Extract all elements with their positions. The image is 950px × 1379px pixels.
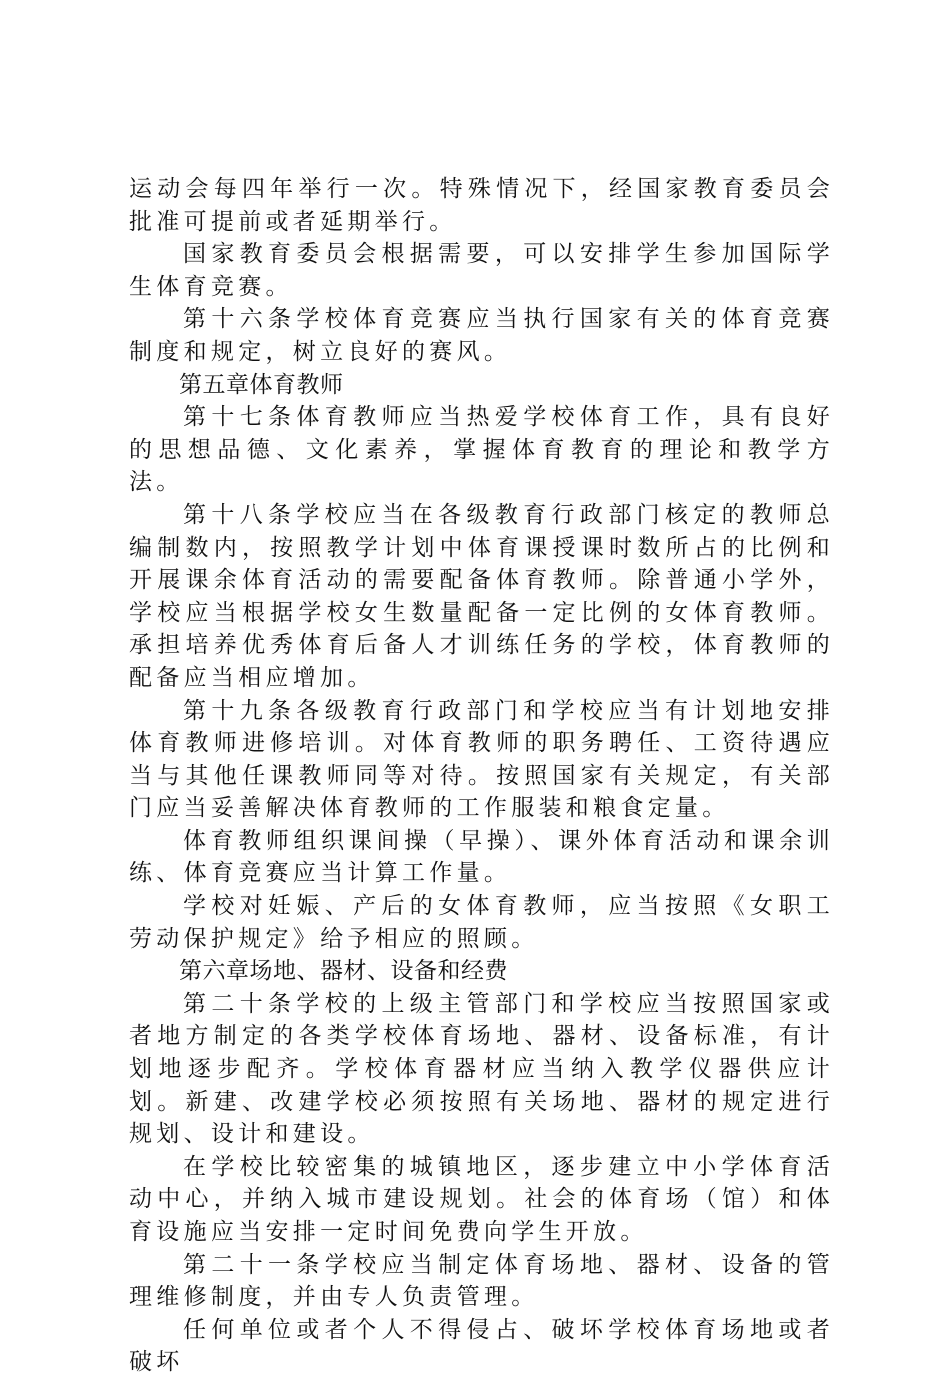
paragraph-article-16: 第十六条学校体育竞赛应当执行国家有关的体育竞赛制度和规定，树立良好的赛风。: [129, 306, 834, 365]
chapter-heading-5: 第五章体育教师: [179, 371, 344, 398]
paragraph-article-18: 第十八条学校应当在各级教育行政部门核定的教师总编制数内，按照教学计划中体育课授课时数所占的比例和开展课余体育活动的需要配备体育教师。除普通小学外，学校应当根据学校女生数量配备一定比例的女体育教师。承担培养优秀体育后备人才训练任务的学校，体育教师的配备应当相应增加。: [129, 501, 834, 691]
paragraph-article-20: 第二十条学校的上级主管部门和学校应当按照国家或者地方制定的各类学校体育场地、器材、设备标准，有计划地逐步配齐。学校体育器材应当纳入教学仪器供应计划。新建、改建学校必须按照有关场地、器材的规定进行规划、设计和建设。: [129, 990, 834, 1148]
document-body: [129, 173, 834, 1379]
paragraph: 在学校比较密集的城镇地区，逐步建立中小学体育活动中心，并纳入城市建设规划。社会的体育场（馆）和体育设施应当安排一定时间免费向学生开放。: [129, 1153, 834, 1245]
paragraph-continuation: 运动会每四年举行一次。特殊情况下，经国家教育委员会批准可提前或者延期举行。: [129, 176, 834, 235]
paragraph: 国家教育委员会根据需要，可以安排学生参加国际学生体育竞赛。: [129, 241, 834, 300]
paragraph-article-21: 第二十一条学校应当制定体育场地、器材、设备的管理维修制度，并由专人负责管理。: [129, 1251, 834, 1311]
chapter-heading-6: 第六章场地、器材、设备和经费: [179, 958, 508, 985]
paragraph: 任何单位或者个人不得侵占、破坏学校体育场地或者破坏: [129, 1316, 834, 1376]
paragraph-article-17: 第十七条体育教师应当热爱学校体育工作，具有良好的思想品德、文化素养，掌握体育教育的理论和教学方法。: [129, 404, 834, 496]
paragraph: 学校对妊娠、产后的女体育教师，应当按照《女职工劳动保护规定》给予相应的照顾。: [129, 893, 834, 952]
paragraph-article-19: 第十九条各级教育行政部门和学校应当有计划地安排体育教师进修培训。对体育教师的职务聘任、工资待遇应当与其他任课教师同等对待。按照国家有关规定，有关部门应当妥善解决体育教师的工作服装和粮食定量。: [129, 697, 834, 822]
paragraph: 体育教师组织课间操（早操）、课外体育活动和课余训练、体育竞赛应当计算工作量。: [129, 827, 834, 887]
